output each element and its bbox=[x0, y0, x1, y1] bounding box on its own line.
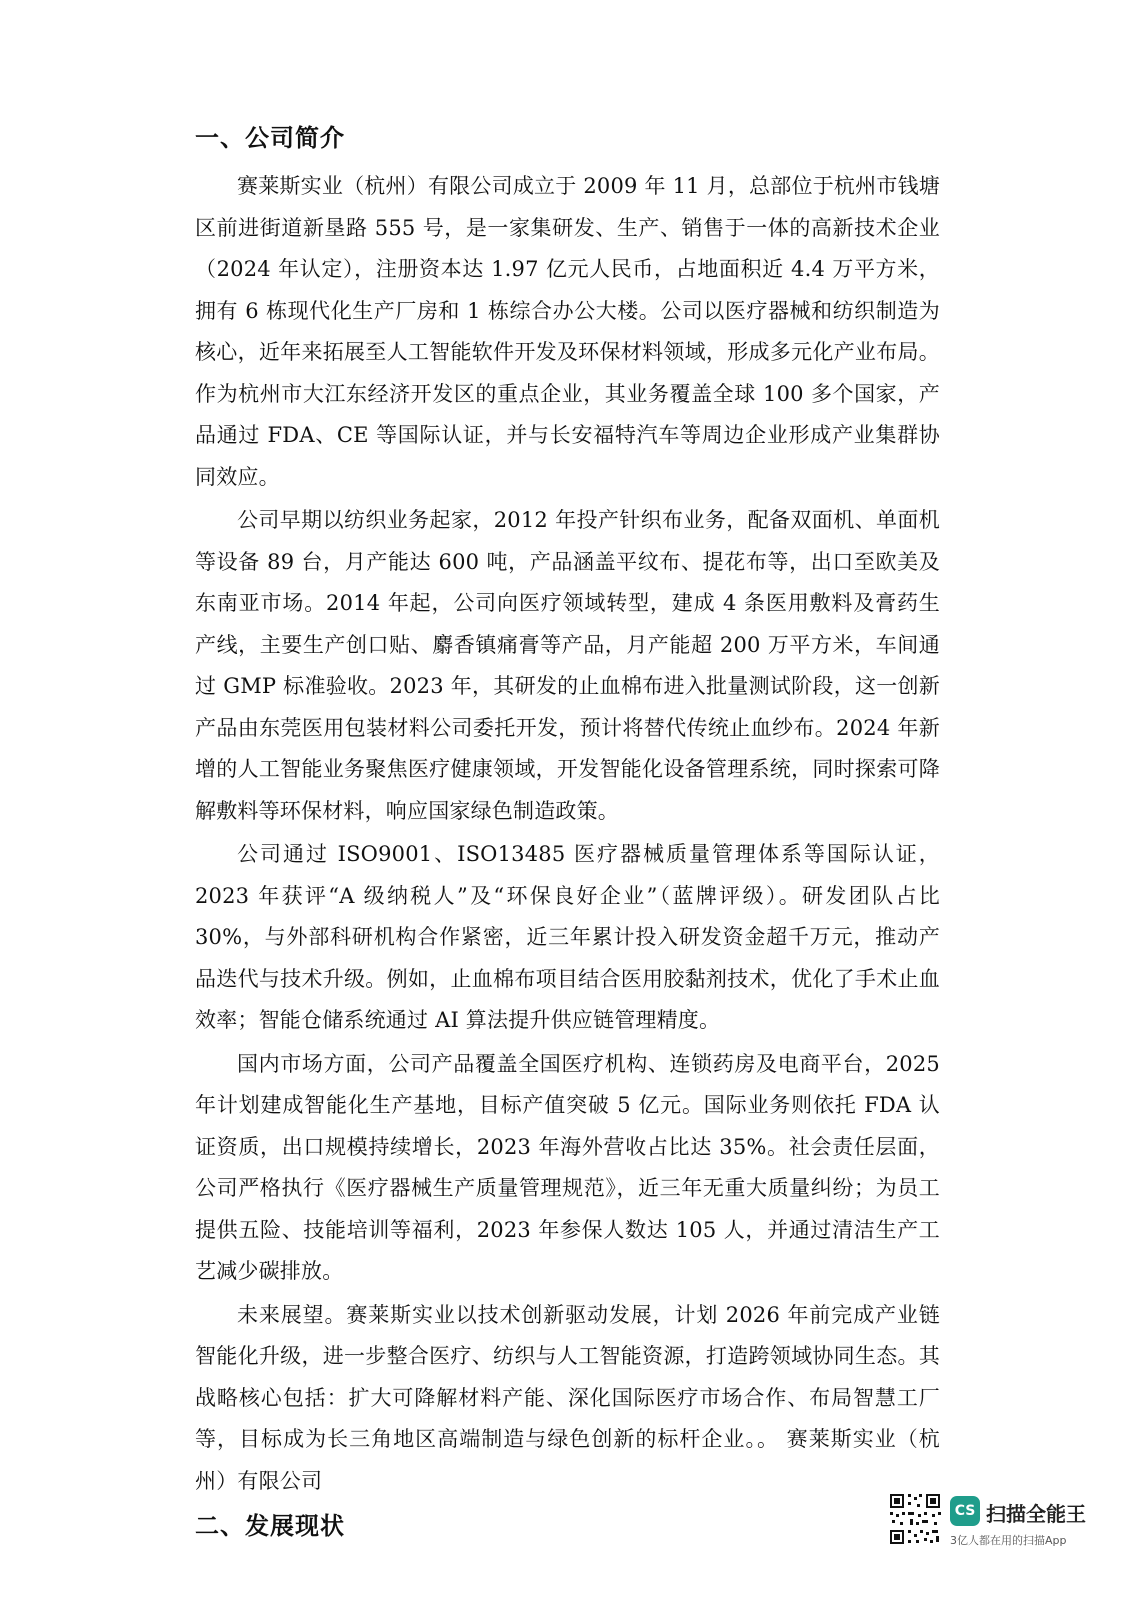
cs-logo-icon: CS bbox=[950, 1496, 980, 1526]
document-body bbox=[195, 118, 940, 1554]
paragraph-market: 国内市场方面，公司产品覆盖全国医疗机构、连锁药房及电商平台，2025 年计划建成智能化生产基地，目标产值突破 5 亿元。国际业务则依托 FDA 认证资质，出口规模持续增长，2023 年海外营收占比达 35%。社会责任层面，公司严格执行《医疗器械生产质量管理规范》，近三年无重大质量纠纷；为员工提供五险、技能培训等福利，2023 年参保人数达 105 人，并通过清洁生产工艺减少碳排放。 bbox=[195, 1051, 940, 1283]
paragraph-outlook: 未来展望。赛莱斯实业以技术创新驱动发展，计划 2026 年前完成产业链智能化升级，进一步整合医疗、纺织与人工智能资源，打造跨领域协同生态。其战略核心包括：扩大可降解材料产能、深化国际医疗市场合作、布局智慧工厂等，目标成为长三角地区高端制造与绿色创新的标杆企业。。 赛莱斯实业（杭州）有限公司 bbox=[195, 1302, 940, 1493]
qr-code-icon bbox=[888, 1492, 942, 1546]
brand-tagline: 3亿人都在用的扫描App bbox=[950, 1534, 1067, 1547]
section-heading-development-status: 二、发展现状 bbox=[195, 1512, 345, 1540]
paragraph-history: 公司早期以纺织业务起家，2012 年投产针织布业务，配备双面机、单面机等设备 89 台，月产能达 600 吨，产品涵盖平纹布、提花布等，出口至欧美及东南亚市场。2014 年起，公司向医疗领域转型，建成 4 条医用敷料及膏药生产线，主要生产创口贴、麝香镇痛膏等产品，月产能超 200 万平方米，车间通过 GMP 标准验收。2023 年，其研发的止血棉布进入批量测试阶段，这一创新产品由东莞医用包装材料公司委托开发，预计将替代传统止血纱布。2024 年新增的人工智能业务聚焦医疗健康领域，开发智能化设备管理系统，同时探索可降解敷料等环保材料，响应国家绿色制造政策。 bbox=[195, 508, 940, 823]
paragraph-certification: 公司通过 ISO9001、ISO13485 医疗器械质量管理体系等国际认证，2023 年获评“A 级纳税人”及“环保良好企业”（蓝牌评级）。研发团队占比 30%，与外部科研机构合作紧密，近三年累计投入研发资金超千万元，推动产品迭代与技术升级。例如，止血棉布项目结合医用胶黏剂技术，优化了手术止血效率；智能仓储系统通过 AI 算法提升供应链管理精度。 bbox=[195, 842, 940, 1032]
brand-name: 扫描全能王 bbox=[986, 1502, 1086, 1526]
scanner-watermark bbox=[888, 1492, 1088, 1552]
section-heading-company-profile: 一、公司简介 bbox=[195, 124, 345, 152]
paragraph-overview: 赛莱斯实业（杭州）有限公司成立于 2009 年 11 月，总部位于杭州市钱塘区前进街道新垦路 555 号，是一家集研发、生产、销售于一体的高新技术企业（2024 年认定），注册资本达 1.97 亿元人民币，占地面积近 4.4 万平方米，拥有 6 栋现代化生产厂房和 1 栋综合办公大楼。公司以医疗器械和纺织制造为核心，近年来拓展至人工智能软件开发及环保材料领域，形成多元化产业布局。作为杭州市大江东经济开发区的重点企业，其业务覆盖全球 100 多个国家，产品通过 FDA、CE 等国际认证，并与长安福特汽车等周边企业形成产业集群协同效应。 bbox=[195, 174, 940, 489]
